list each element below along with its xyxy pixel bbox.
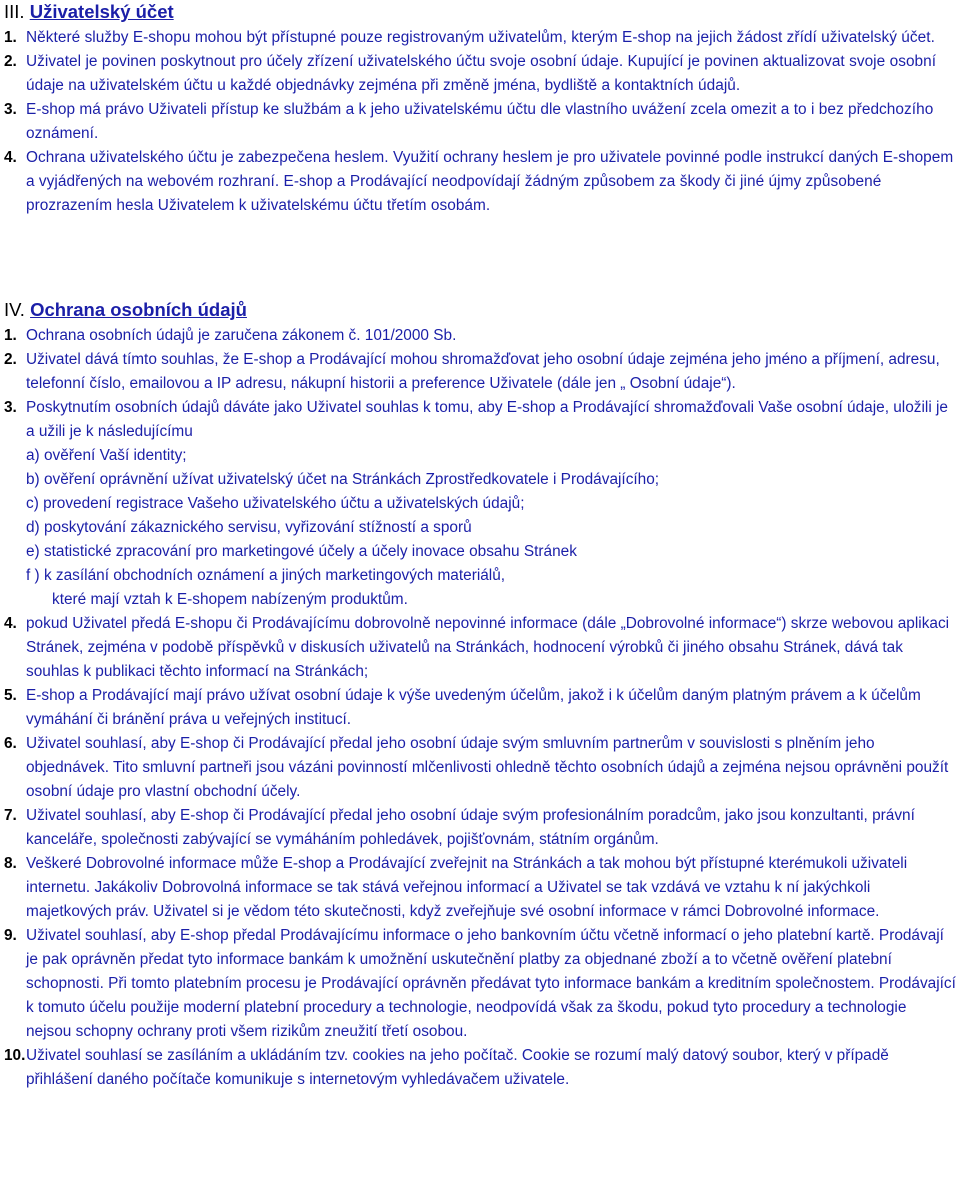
list-item xyxy=(4,50,956,98)
section-title: Uživatelský účet xyxy=(29,1,174,22)
section-number: IV. xyxy=(4,299,25,320)
section-heading-personal-data xyxy=(4,299,247,321)
item-text: Poskytnutím osobních údajů dáváte jako Uživatel souhlas k tomu, aby E-shop a Prodávající shromažďovali Vaše osobní údaje, uložili je a užili je k následujícímu xyxy=(26,399,948,440)
item-text: Ochrana uživatelského účtu je zabezpečena heslem. Využití ochrany heslem je pro uživatele povinné podle instrukcí daných E-shopem a vyjádřených na webovém rozhraní. E-shop a Prodávající neodpovídají žádným způsobem za škody či jiné újmy způsobené prozrazením hesla Uživatelem k uživatelskému účtu třetím osobám. xyxy=(26,149,954,214)
item-text: Některé služby E-shopu mohou být přístupné pouze registrovaným uživatelům, kterým E-shop na jejich žádost zřídí uživatelský účet. xyxy=(26,29,935,46)
item-text: Uživatel souhlasí se zasíláním a ukládáním tzv. cookies na jeho počítač. Cookie se rozumí malý datový soubor, který v případě přihlášení daného počítače komunikuje s internetovým vyhledávačem uživatele. xyxy=(26,1047,889,1088)
purpose-item: c) provedení registrace Vašeho uživatelského účtu a uživatelských údajů; xyxy=(26,495,525,512)
purpose-item: d) poskytování zákaznického servisu, vyřizování stížností a sporů xyxy=(26,519,472,536)
list-item xyxy=(4,852,956,924)
section-number: III. xyxy=(4,1,25,22)
item-text: Uživatel souhlasí, aby E-shop či Prodávající předal jeho osobní údaje svým profesionálním poradcům, jako jsou konzultanti, právní kanceláře, společnosti zabývající se vymáháním pohledávek, pojišťovnám, státním orgánům. xyxy=(26,807,915,848)
item-text: E-shop a Prodávající mají právo užívat osobní údaje k výše uvedeným účelům, jakož i k účelům daným platným právem a k účelům vymáhání či bránění práva u veřejných institucí. xyxy=(26,687,921,728)
item-number: 7. xyxy=(4,807,17,824)
item-text: pokud Uživatel předá E-shopu či Prodávajícímu dobrovolně nepovinné informace (dále „Dobrovolné informace“) skrze webovou aplikaci Stránek, zejména v podobě příspěvků v diskusích uživatelů na Stránkách, hodnocení výrobků či jiného obsahu Stránek, dává tak souhlas k publikaci těchto informací na Stránkách; xyxy=(26,615,950,680)
item-text: Veškeré Dobrovolné informace může E-shop a Prodávající zveřejnit na Stránkách a tak mohou být přístupné kterémukoli uživateli internetu. Jakákoliv Dobrovolná informace se tak stává veřejnou informací a Uživatel se tak vzdává ve vztahu k ní jakýchkoli majetkových práv. Uživatel si je vědom této skutečnosti, když zveřejňuje své osobní informace v rámci Dobrovolné informace. xyxy=(26,855,908,920)
list-item xyxy=(4,1044,956,1092)
purpose-item: f ) k zasílání obchodních oznámení a jiných marketingových materiálů, xyxy=(26,567,506,584)
item-text: Uživatel je povinen poskytnout pro účely zřízení uživatelského účtu svoje osobní údaje. Kupující je povinen aktualizovat svoje osobní údaje na uživatelském účtu u každé objednávky zejména při změně jména, bydliště a kontaktních údajů. xyxy=(26,53,937,94)
list-item xyxy=(4,684,956,732)
item-number: 2. xyxy=(4,351,17,368)
purpose-item: a) ověření Vaší identity; xyxy=(26,447,187,464)
section-heading-user-account xyxy=(4,1,174,23)
item-number: 3. xyxy=(4,101,17,118)
item-text: Uživatel souhlasí, aby E-shop či Prodávající předal jeho osobní údaje svým smluvním partnerům v souvislosti s plněním jeho objednávek. Tito smluvní partneři jsou vázáni povinností mlčenlivosti ohledně těchto osobních údajů a zejména nejsou oprávněni použít osobní údaje pro vlastní obchodní účely. xyxy=(26,735,949,800)
list-item xyxy=(4,26,956,50)
purpose-item-continuation: které mají vztah k E-shopem nabízeným produktům. xyxy=(52,591,408,608)
list-item xyxy=(4,348,956,396)
item-text: Uživatel souhlasí, aby E-shop předal Prodávajícímu informace o jeho bankovním účtu včetně informací o jeho platební kartě. Prodávají je pak oprávněn předat tyto informace bankám k umožnění uskutečnění platby za objednané zboží a to včetně ověření platební schopnosti. Při tomto platebním procesu je Prodávající oprávněn předávat tyto informace bankám a kreditním společnostem. Prodávající k tomuto účelu použije moderní platební procedury a technologie, neodpovídá však za škodu, pokud tyto procedury a technologie nejsou schopny ochrany proti všem rizikům zneužití třetí osobou. xyxy=(26,927,956,1040)
list-item xyxy=(4,98,956,146)
item-number: 1. xyxy=(4,327,17,344)
list-item xyxy=(4,924,956,1044)
item-number: 1. xyxy=(4,29,17,46)
item-number: 5. xyxy=(4,687,17,704)
purpose-item: e) statistické zpracování pro marketingové účely a účely inovace obsahu Stránek xyxy=(26,543,577,560)
item-number: 2. xyxy=(4,53,17,70)
list-item xyxy=(4,146,956,218)
item-number: 8. xyxy=(4,855,17,872)
item-text: Ochrana osobních údajů je zaručena zákonem č. 101/2000 Sb. xyxy=(26,327,457,344)
item-text: E-shop má právo Uživateli přístup ke službám a k jeho uživatelskému účtu dle vlastního uvážení zcela omezit a to i bez předchozího oznámení. xyxy=(26,101,934,142)
item-number: 4. xyxy=(4,615,17,632)
section-items-personal-data xyxy=(4,324,956,1092)
section-title: Ochrana osobních údajů xyxy=(30,299,247,320)
list-item xyxy=(4,804,956,852)
purpose-item: b) ověření oprávnění užívat uživatelský účet na Stránkách Zprostředkovatele i Prodávajícího; xyxy=(26,471,660,488)
item-number: 4. xyxy=(4,149,17,166)
list-item xyxy=(4,324,956,348)
item-number: 3. xyxy=(4,399,17,416)
item-number: 9. xyxy=(4,927,17,944)
section-items-user-account xyxy=(4,26,956,218)
list-item xyxy=(4,732,956,804)
list-item xyxy=(4,612,956,684)
list-item xyxy=(4,396,956,612)
item-text: Uživatel dává tímto souhlas, že E-shop a Prodávající mohou shromažďovat jeho osobní údaje zejména jeho jméno a příjmení, adresu, telefonní číslo, emailovou a IP adresu, nákupní historii a preference Uživatele (dále jen „ Osobní údaje“). xyxy=(26,351,940,392)
item-number: 6. xyxy=(4,735,17,752)
item-number: 10. xyxy=(4,1047,26,1064)
